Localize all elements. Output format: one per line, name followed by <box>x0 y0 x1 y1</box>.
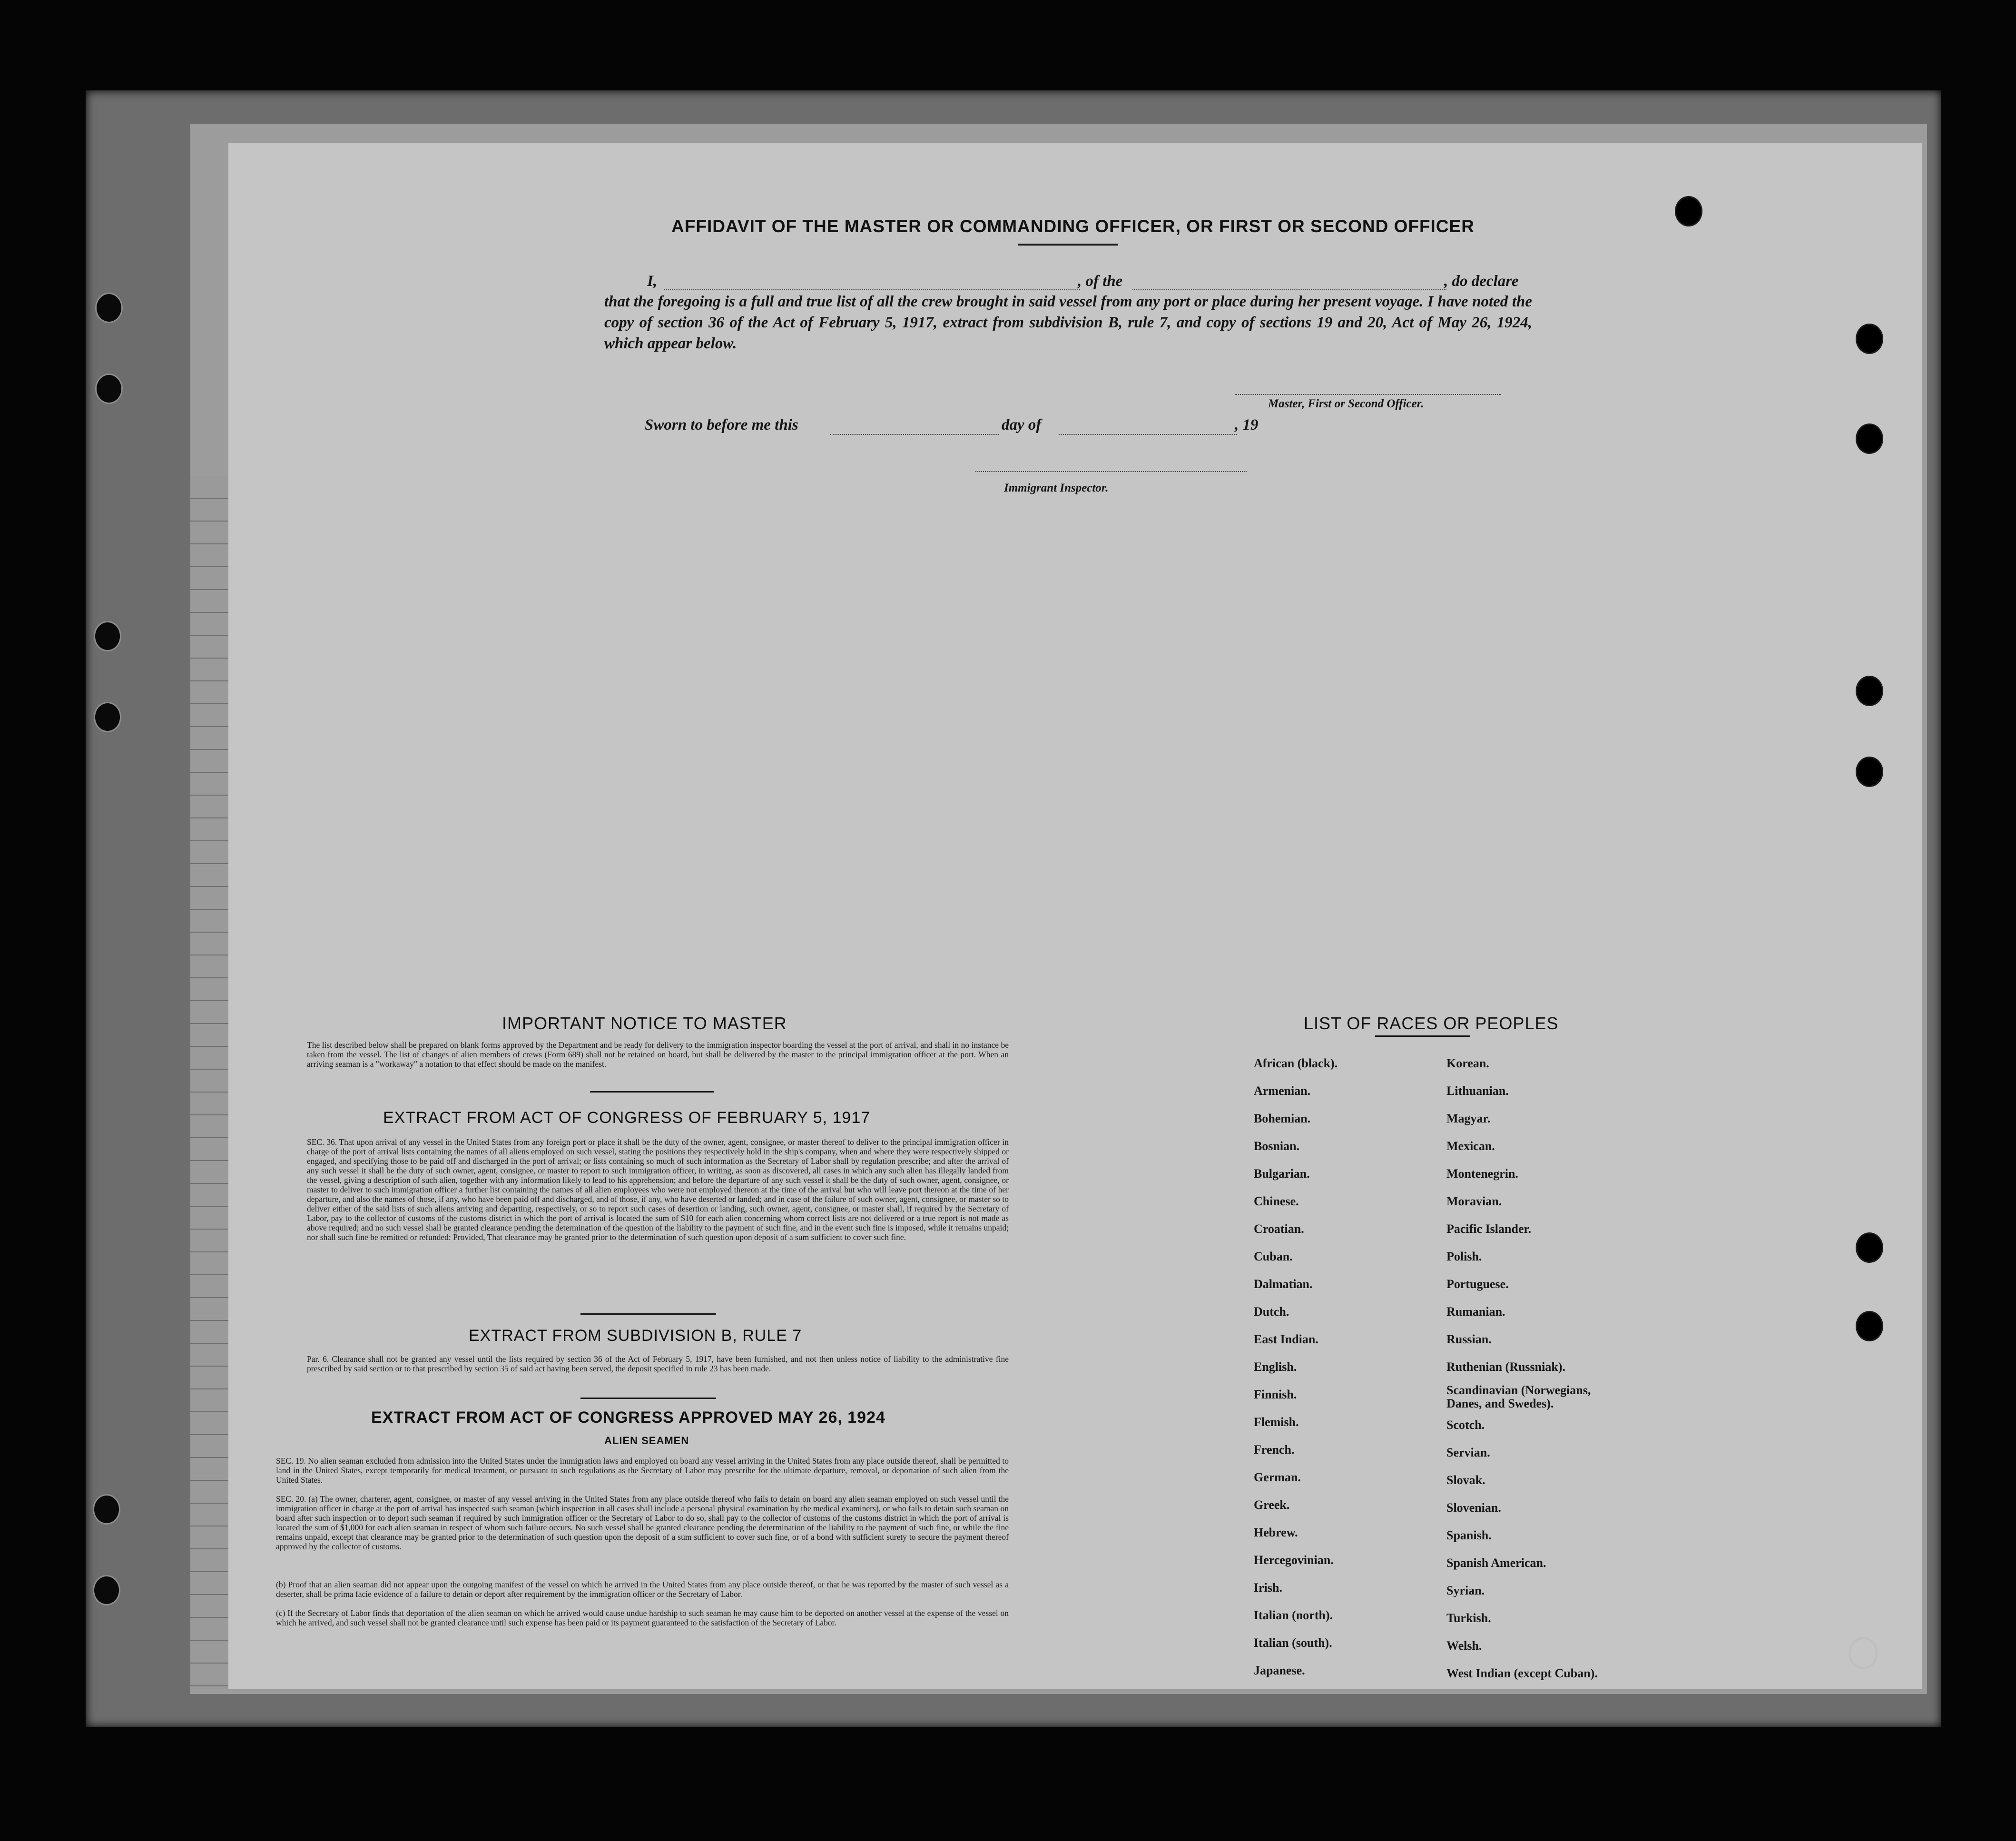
race-item: German. <box>1254 1470 1301 1484</box>
affidavit-title: AFFIDAVIT OF THE MASTER OR COMMANDING OFFICER, OR FIRST OR SECOND OFFICER <box>671 217 1475 236</box>
subdiv-b-body: Par. 6. Clearance shall not be granted any vessel until the lists required by section 36 of the Act of February 5, 1917, have been furnished, and not then unless notice of liability to the administrative fine prescribed by said section or to that prescribed by section 35 of said act having been served, the deposit specified in rule 23 has been made. <box>307 1354 1009 1373</box>
races-title: LIST OF RACES OR PEOPLES <box>1304 1014 1559 1033</box>
race-item: Mexican. <box>1446 1139 1495 1153</box>
race-item: Portuguese. <box>1446 1277 1509 1291</box>
subdiv-b-rule <box>580 1398 716 1399</box>
notice-title: IMPORTANT NOTICE TO MASTER <box>502 1014 787 1033</box>
affidavit-of-the: , of the <box>1078 273 1123 290</box>
race-item: Bulgarian. <box>1254 1167 1310 1181</box>
race-item: Rumanian. <box>1446 1305 1505 1319</box>
binder-hole-icon <box>94 621 121 651</box>
race-item: Korean. <box>1446 1056 1489 1070</box>
binder-hole-icon <box>1856 676 1883 706</box>
race-item: Montenegrin. <box>1446 1167 1518 1181</box>
name-blank <box>664 289 1080 290</box>
race-item: Turkish. <box>1446 1611 1491 1625</box>
race-item: Scandinavian (Norwegians, Danes, and Swedes). <box>1446 1383 1591 1410</box>
race-item: Croatian. <box>1254 1222 1304 1236</box>
race-item: Dutch. <box>1254 1305 1289 1319</box>
binder-hole-icon <box>1856 757 1883 787</box>
officer-caption: Master, First or Second Officer. <box>1268 397 1424 410</box>
vessel-blank <box>1132 289 1446 290</box>
extract-1924-sec20b: (b) Proof that an alien seaman did not appear upon the outgoing manifest of the vessel on which he arrived in the United States from any place outside thereof, or that he was reported by the master of such vessel as a deserter, shall be prima facie evidence of a failure to detain or deport after requirement by the immigration officer or the Secretary of Labor. <box>276 1580 1009 1599</box>
binder-hole-icon <box>94 702 121 732</box>
race-item: African (black). <box>1254 1056 1338 1070</box>
extract-1917-rule <box>580 1313 716 1315</box>
race-item: East Indian. <box>1254 1332 1318 1346</box>
race-item: Cuban. <box>1254 1250 1293 1263</box>
inspector-caption: Immigrant Inspector. <box>1004 482 1109 494</box>
race-item: Magyar. <box>1446 1112 1491 1125</box>
race-item: Irish. <box>1254 1581 1282 1595</box>
binder-hole-icon <box>1849 1637 1878 1669</box>
race-item: Pacific Islander. <box>1446 1222 1532 1236</box>
subdiv-b-title: EXTRACT FROM SUBDIVISION B, RULE 7 <box>469 1327 802 1345</box>
race-item: Greek. <box>1254 1498 1290 1512</box>
binder-hole-icon <box>93 1575 120 1605</box>
affidavit-i: I, <box>647 273 658 290</box>
officer-signature-line <box>1235 394 1501 395</box>
binder-hole-icon <box>1856 324 1883 354</box>
race-item: Japanese. <box>1254 1664 1305 1677</box>
race-item: Finnish. <box>1254 1388 1297 1401</box>
extract-1924-sec20c: (c) If the Secretary of Labor finds that deportation of the alien seaman on which he arrived would cause undue hardship to such seaman he may cause him to be deported on another vessel at the expense of the vessel on which he arrived, and such vessel shall not be granted clearance until such expense has been paid or its payment guaranteed to the satisfaction of the Secretary of Labor. <box>276 1608 1009 1627</box>
notice-rule <box>590 1091 714 1093</box>
race-item: Hebrew. <box>1254 1526 1298 1539</box>
binder-hole-icon <box>1675 196 1702 226</box>
day-of-label: day of <box>1002 416 1042 433</box>
binder-hole-icon <box>95 293 123 323</box>
binder-hole-icon <box>1856 423 1883 454</box>
race-item: Servian. <box>1446 1446 1490 1459</box>
race-item: Syrian. <box>1446 1584 1485 1597</box>
race-item: Spanish American. <box>1446 1556 1546 1570</box>
race-item: Spanish. <box>1446 1528 1492 1542</box>
race-item: Bosnian. <box>1254 1139 1300 1153</box>
races-rule <box>1375 1035 1470 1037</box>
affidavit-body: that the foregoing is a full and true list of all the crew brought in said vessel from any port or place during her present voyage. I have noted the copy of section 36 of the Act of February 5, 1917, extract from subdivision B, rule 7, and copy of sections 19 and 20, Act of May 26, 1924, which appear below. <box>604 293 1532 352</box>
race-item: Polish. <box>1446 1250 1482 1263</box>
sworn-month-blank <box>1059 434 1237 435</box>
race-item: Scotch. <box>1446 1418 1485 1432</box>
race-item: Bohemian. <box>1254 1112 1311 1125</box>
extract-1924-title: EXTRACT FROM ACT OF CONGRESS APPROVED MAY 26, 1924 <box>371 1408 885 1427</box>
sworn-label: Sworn to before me this <box>645 416 798 433</box>
ruled-margin <box>190 476 233 1689</box>
race-item: Hercegovinian. <box>1254 1553 1334 1567</box>
title-rule <box>1018 244 1118 246</box>
race-item: Lithuanian. <box>1446 1084 1509 1098</box>
race-item: Ruthenian (Russniak). <box>1446 1360 1565 1374</box>
binder-hole-icon <box>95 374 123 404</box>
race-item: Slovak. <box>1446 1473 1485 1487</box>
binder-hole-icon <box>1856 1232 1883 1263</box>
race-item: Italian (south). <box>1254 1636 1332 1650</box>
extract-1917-body: SEC. 36. That upon arrival of any vessel in the United States from any foreign port or place it shall be the duty of the owner, agent, consignee, or master thereof to deliver to the principal immigration officer in charge of the port of arrival lists containing the names of all aliens employed on such vessel, stating the positions they respectively hold in the ship's company, when and where they were respectively shipped or engaged, and specifying those to be paid off and discharged in the port of arrival; or lists containing so much of such information as the Secretary of Labor shall by regulation prescribe; and after the arrival of any such vessel it shall be the duty of such owner, agent, consignee, or master to report to such immigration officer, in writing, as soon as discovered, all cases in which any such alien has illegally landed from the vessel, giving a description of such alien, together with any information likely to lead to his apprehension; and before the departure of any such vessel it shall be the duty of such owner, agent, consignee, or master to deliver to such immigration officer a further list containing the names of all alien employees who were not employed thereon at the time of the arrival but who will leave port thereon at the time of her departure, and also the names of those, if any, who have been paid off and discharged, and of those, if any, who have deserted or landed; and in case of the failure of such owner, agent, consignee, or master so to deliver either of the said lists of such aliens arriving and departing, respectively, or so to report such cases of desertion or landing, such owner, agent, consignee, or master shall, if required by the Secretary of Labor, pay to the collector of customs of the customs district in which the port of arrival is located the sum of $10 for each alien concerning whom correct lists are not delivered or a true report is not made as above required; and no such vessel shall be granted clearance pending the determination of the question of the liability to the payment of such fine, and in the event such fine is imposed, while it remains unpaid; nor shall such fine be remitted or refunded: Provided, That clearance may be granted prior to the determination of such question upon deposit of a sum sufficient to cover such fine. <box>307 1137 1009 1242</box>
race-item: Russian. <box>1446 1332 1492 1346</box>
notice-body: The list described below shall be prepared on blank forms approved by the Department and be ready for delivery to the immigration inspector boarding the vessel at the port of arrival, and shall in no instance be taken from the vessel. The list of changes of alien members of crews (Form 689) shall not be retained on board, but shall be delivered by the master to the principal immigration officer at the port. When an arriving seaman is a "workaway" a notation to that effect should be made on the manifest. <box>307 1040 1009 1069</box>
binder-hole-icon <box>93 1494 120 1525</box>
race-item: Dalmatian. <box>1254 1277 1313 1291</box>
sworn-day-blank <box>830 434 999 435</box>
race-item: West Indian (except Cuban). <box>1446 1666 1598 1680</box>
extract-1924-subtitle: ALIEN SEAMEN <box>604 1435 689 1447</box>
extract-1924-sec19: SEC. 19. No alien seaman excluded from admission into the United States under the immigration laws and employed on board any vessel arriving in the United States from any place outside thereof, shall be permitted to land in the United States, except temporarily for medical treatment, or pursuant to such regulations as the Secretary of Labor may prescribe for the ultimate departure, removal, or deportation of such alien from the United States. <box>276 1456 1009 1485</box>
race-item: Italian (north). <box>1254 1608 1333 1622</box>
race-item: Chinese. <box>1254 1194 1299 1208</box>
binder-hole-icon <box>1856 1311 1883 1341</box>
affidavit-declare: , do declare <box>1444 273 1519 290</box>
race-item: Moravian. <box>1446 1194 1502 1208</box>
race-item: Armenian. <box>1254 1084 1311 1098</box>
race-item: Flemish. <box>1254 1415 1299 1429</box>
race-item: Slovenian. <box>1446 1501 1501 1515</box>
year-label: , 19 <box>1235 416 1259 433</box>
inspector-signature-line <box>975 471 1247 472</box>
race-item: French. <box>1254 1443 1295 1457</box>
extract-1924-sec20a: SEC. 20. (a) The owner, charterer, agent, consignee, or master of any vessel arriving in the United States from any place outside thereof who fails to detain on board any alien seaman employed on such vessel until the immigration officer in charge at the port of arrival has inspected such seaman (which inspection in all cases shall include a personal physical examination by the medical examiners), or who fails to detain such seaman on board after such inspection or to deport such seaman if required by such immigration officer or the Secretary of Labor to do so, shall pay to the collector of customs of the customs district in which the port of arrival is located the sum of $1,000 for each alien seaman in respect of whom such failure occurs. No such vessel shall be granted clearance pending the determination of the liability to the payment of such fine, or while the fine remains unpaid, except that clearance may be granted prior to the determination of such question upon the deposit of a sum sufficient to cover such fine, or of a bond with sufficient surety to secure the payment thereof approved by the collector of customs. <box>276 1494 1009 1551</box>
race-item: English. <box>1254 1360 1297 1374</box>
races-left-column <box>1254 1050 1337 1684</box>
races-right-column <box>1446 1050 1618 1687</box>
race-item: Welsh. <box>1446 1639 1482 1653</box>
extract-1917-title: EXTRACT FROM ACT OF CONGRESS OF FEBRUARY 5, 1917 <box>383 1109 871 1127</box>
